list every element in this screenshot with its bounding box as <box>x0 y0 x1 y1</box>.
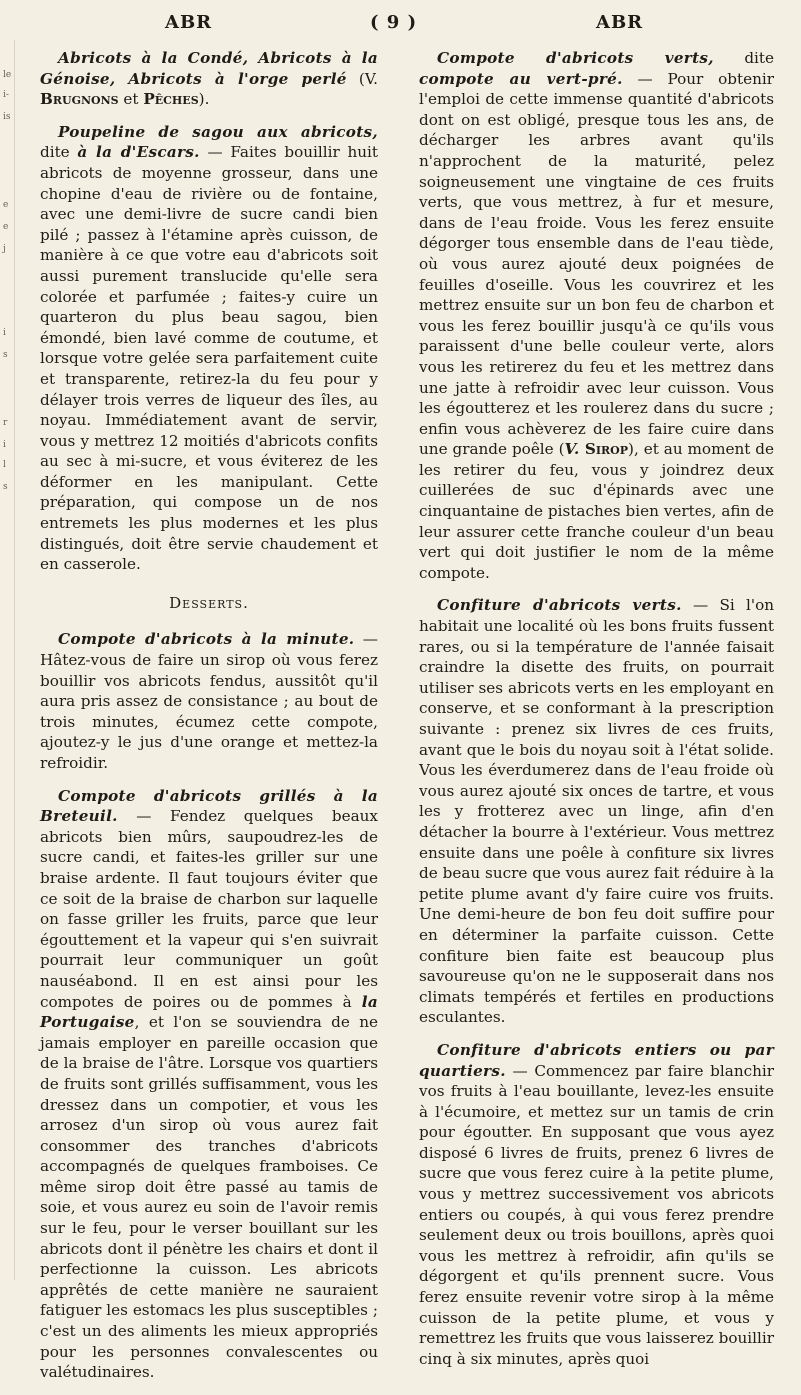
gutter-mark: is <box>3 112 11 122</box>
ref-open: (V. <box>346 69 378 88</box>
entry-text: — Pour obtenir l'emploi de cette immense quantité d'abricots dont on est obligé, presque tous les ans, de décharger les arbres avant qu'ils n'approchent de la maturité, pelez soigneusement une vingtaine de ces fruits verts, que vous mettrez, à fur et mesure, dans de l'eau froide. Vous les ferez ensuite dégorger tous ensemble dans de l'eau tiède, où vous aurez ajouté deux poignées de feuilles d'oseille. Vous les couvrirez et les mettrez ensuite sur un bon feu de charbon et vous les ferez bouillir jusqu'à ce qu'ils vous paraissent d'une belle couleur verte, alors vous les retirerez du feu et les mettrez dans une jatte à refroidir avec leur cuisson. Vous les égoutterez et les roulerez dans du sucre ; enfin vous achèverez de les faire cuire dans une grande poêle ( <box>419 69 774 459</box>
entry-title: Compote d'abricots à la minute. <box>58 630 355 649</box>
gutter-mark: i <box>3 440 6 450</box>
entry-confiture-verts <box>419 595 774 1027</box>
entry-dite: dite <box>40 143 78 162</box>
entry-title: Poupeline de sagou aux abricots, <box>58 122 378 141</box>
section-heading-desserts: Desserts. <box>169 593 249 612</box>
cross-ref-brugnons: Brugnons <box>40 90 119 109</box>
entry-dite: dite <box>713 49 774 67</box>
entry-compote-minute <box>40 629 378 773</box>
entry-text: — Faites bouillir huit abricots de moyenne grosseur, dans une chopine d'eau de rivière ou de fontaine, avec une demi-livre de sucre candi bien pilé ; passez à l'étamine après cuisson, de manière à ce que votre eau d'abricots soit aussi purement translucide qu'elle sera colorée et parfumée ; faites-y cuire un quarteron du plus beau sagou, bien émondé, bien lavé comme de coutume, et lorsque votre gelée sera parfaitement cuite et transparente, retirez-la du feu pour y délayer trois verres de liqueur des îles, au noyau. Immédiatement avant de servir, vous y mettrez 12 moitiés d'abricots confits au sec à mi-sucre, et vous éviterez de les déformer en les manipulant. Cette préparation, qui compose un de nos entremets les plus modernes et les plus distingués, doit être servie chaudement et en casserole. <box>40 143 378 574</box>
entry-text: , et l'on se souviendra de ne jamais employer en pareille occasion que de la braise de l'âtre. Lorsque vos quartiers de fruits sont grillés suffisamment, vous les dressez dans un compotier, et vous les arrosez d'un sirop où vous aurez fait consommer des tranches d'abricots accompagnés de quelques framboises. Ce même sirop doit être passé au tamis de soie, et vous aurez eu soin de l'avoir remis sur le feu, pour le verser bouillant sur les abricots dont il pénètre les chairs et dont il perfectionne la cuisson. Les abricots apprêtés de cette manière ne sauraient fatiguer les estomacs les plus susceptibles ; c'est un des aliments les mieux appropriés pour les personnes convalescentes ou valétudinaires. <box>40 1013 378 1382</box>
intro-title: Abricots à la Condé, Abricots à la Génoise, Abricots à l'orge perlé <box>40 49 378 88</box>
gutter-mark: j <box>3 244 6 254</box>
gutter-mark: e <box>3 222 9 232</box>
gutter-mark: r <box>3 418 8 428</box>
entry-compote-vert-pre <box>419 48 774 583</box>
left-column <box>40 48 378 1395</box>
entry-text: ), et au moment de les retirer du feu, vous y joindrez deux cuillerées de suc d'épinards avec une cinquantaine de pistaches bien vertes, afin de leur assurer cette franche couleur d'un beau vert qui doit justifier le nom de la même compote. <box>419 440 774 582</box>
entry-title: Compote d'abricots verts, <box>437 49 714 67</box>
entry-subtitle: à la d'Escars. <box>77 143 200 162</box>
gutter-mark: le <box>3 70 12 80</box>
gutter-mark: s <box>3 350 8 360</box>
entry-title: Confiture d'abricots entiers ou par quartiers. <box>419 1040 774 1080</box>
entry-compote-breteuil <box>40 786 378 1383</box>
entry-italic: la Portugaise <box>40 992 378 1032</box>
gutter-mark: l <box>3 460 6 470</box>
cross-ref-sirop: Sirop <box>579 440 629 459</box>
gutter-mark: s <box>3 482 8 492</box>
binding-gutter <box>0 40 15 1280</box>
entry-text: — Hâtez-vous de faire un sirop où vous ferez bouillir vos abricots fendus, aussitôt qu'il aura pris assez de consistance ; au bout de trois minutes, écumez cette compote, ajoutez-y le jus d'une orange et mettez-la refroidir. <box>40 630 378 772</box>
header-right: ABR <box>596 12 644 33</box>
entry-poupeline <box>40 122 378 575</box>
running-header <box>40 12 780 36</box>
right-column <box>419 48 774 1381</box>
header-left: ABR <box>165 12 213 33</box>
gutter-mark: e <box>3 200 9 210</box>
entry-confiture-entiers <box>419 1040 774 1370</box>
entry-title: Confiture d'abricots verts. <box>437 596 682 615</box>
intro-paragraph <box>40 48 378 110</box>
cross-ref-peches: Pêches <box>143 90 199 109</box>
ref-v: V. <box>564 440 580 459</box>
entry-subtitle: compote au vert-pré. <box>419 69 623 88</box>
entry-text: — Si l'on habitait une localité où les bons fruits fussent rares, ou si la température de l'année faisait craindre la disette des fruits, on pourrait utiliser ses abricots verts en les employant en conserve, et se conformant à la prescription suivante : prenez six livres de ces fruits, avant que le bois du noyau soit à l'état solide. Vous les éverdumerez dans de l'eau froide où vous aurez ajouté six onces de tartre, et vous les y frotterez avec un linge, afin d'en détacher la bourre à l'extérieur. Vous mettrez ensuite dans une poêle à confiture six livres de beau sucre que vous aurez fait réduire à la petite plume avant d'y faire cuire vos fruits. Une demi-heure de bon feu doit suffire pour en déterminer la parfaite cuisson. Cette confiture bien faite est beaucoup plus savoureuse qu'on ne le supposerait dans nos climats tempérés et fertiles en productions esculantes. <box>419 596 775 1027</box>
entry-title: Compote d'abricots grillés à la Breteuil. <box>40 786 378 826</box>
page-number: ( 9 ) <box>370 12 418 33</box>
entry-text: — Fendez quelques beaux abricots bien mûrs, saupoudrez-les de sucre candi, et faites-les griller sur une braise ardente. Il faut toujours éviter que ce soit de la braise de charbon sur laquelle on fasse griller les fruits, parce que leur égouttement et la vapeur qui s'en suivrait pourrait leur communiquer un goût nauséabond. Il en est ainsi pour les compotes de poires ou de pommes à <box>40 807 378 1011</box>
gutter-mark: i <box>3 328 6 338</box>
gutter-mark: i- <box>3 90 9 100</box>
ref-close: ). <box>198 90 210 109</box>
entry-text: — Commencez par faire blanchir vos fruits à l'eau bouillante, levez-les ensuite à l'écumoire, et mettez sur un tamis de crin pour égoutter. En supposant que vous ayez disposé 6 livres de fruits, prenez 6 livres de sucre que vous ferez cuire à la petite plume, vous y mettrez successivement vos abricots entiers ou coupés, à qui vous ferez prendre seulement deux ou trois bouillons, après quoi vous les mettrez à refroidir, afin qu'ils se dégorgent et qu'ils prennent sucre. Vous ferez ensuite revenir votre sirop à la même cuisson de la petite plume, et vous y remettrez les fruits que vous laisserez bouillir cinq à six minutes, après quoi <box>419 1061 774 1368</box>
ref-mid: et <box>118 90 144 109</box>
